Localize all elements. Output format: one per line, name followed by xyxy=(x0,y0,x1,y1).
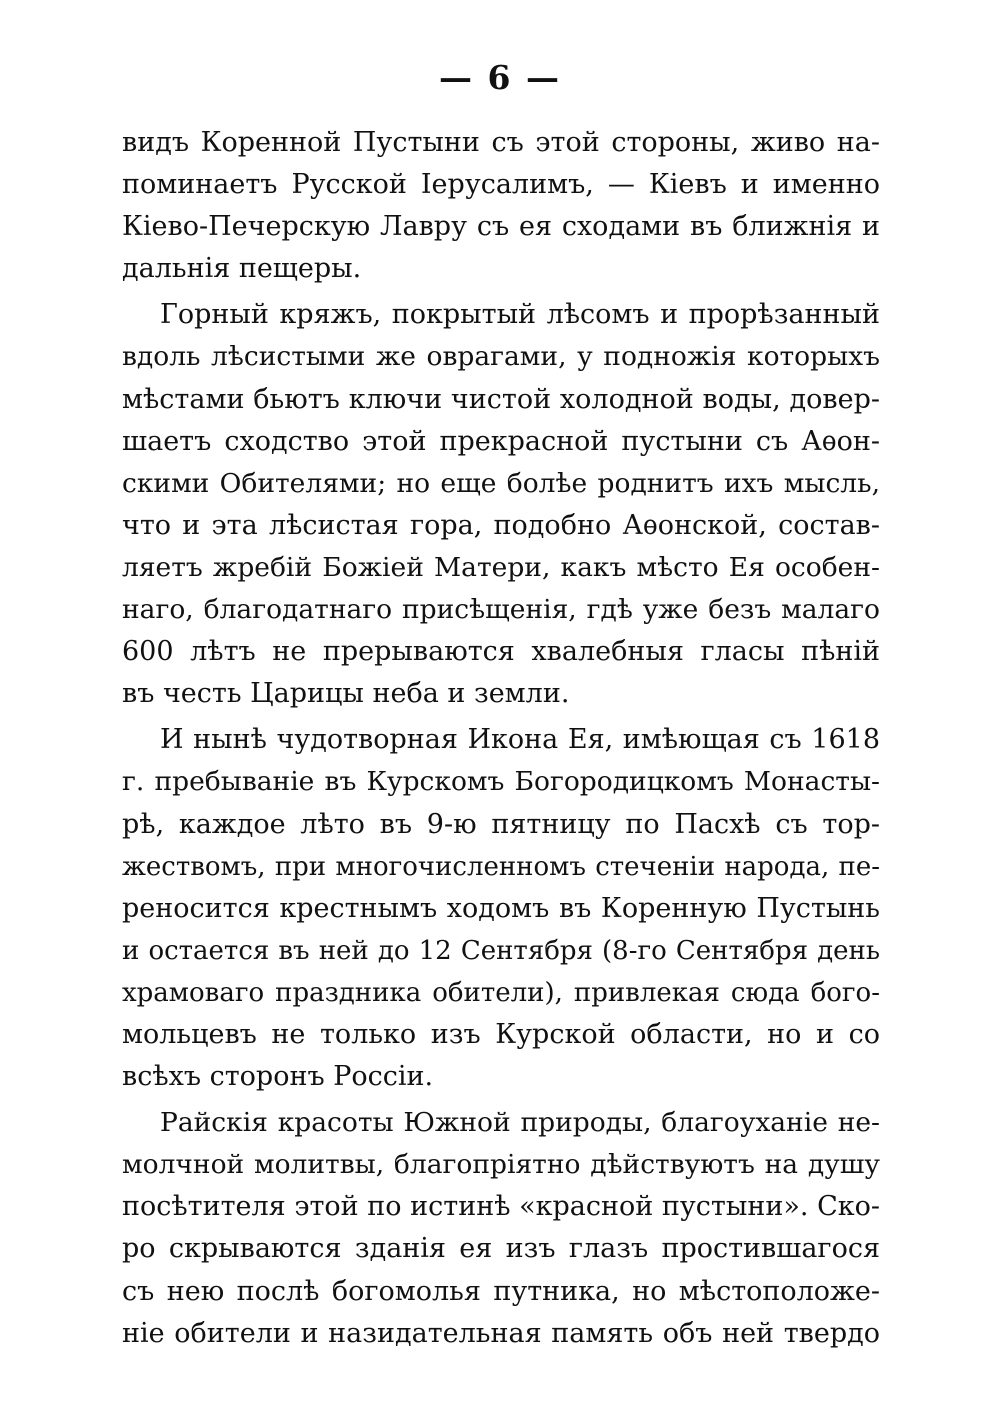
body-text xyxy=(122,122,880,1355)
text-line: вдоль лѣсистыми же оврагами, у подножія которыхъ xyxy=(122,341,880,373)
text-line: шаетъ сходство этой прекрасной пустыни съ Аѳон- xyxy=(122,425,880,457)
text-line: что и эта лѣсистая гора, подобно Аѳонской, состав- xyxy=(122,509,880,541)
text-line: поминаетъ Русской Іерусалимъ, — Кіевъ и именно xyxy=(122,169,880,201)
paragraph-2 xyxy=(122,294,880,715)
page-number: — 6 — xyxy=(439,58,561,97)
text-line: молчной молитвы, благопріятно дѣйствуютъ на душу xyxy=(122,1149,880,1181)
text-line: И нынѣ чудотворная Икона Ея, имѣющая съ 1618 xyxy=(160,724,880,756)
text-line: ніе обители и назидательная память объ ней твердо xyxy=(122,1317,880,1349)
text-line: 600 лѣтъ не прерываются хвалебныя гласы пѣній xyxy=(122,636,880,668)
text-line: Горный кряжъ, покрытый лѣсомъ и прорѣзанный xyxy=(160,299,880,331)
text-line: видъ Коренной Пустыни съ этой стороны, живо на- xyxy=(122,127,880,158)
paragraph-1 xyxy=(122,122,880,290)
text-line: посѣтителя этой по истинѣ «красной пустыни». Ско- xyxy=(122,1191,880,1223)
paragraph-4 xyxy=(122,1102,880,1355)
text-line: реносится крестнымъ ходомъ въ Коренную Пустынь xyxy=(122,892,880,924)
text-line: ляетъ жребій Божіей Матери, какъ мѣсто Ея особен- xyxy=(122,551,880,583)
text-line: дальнія пещеры. xyxy=(122,253,362,285)
text-line: жествомъ, при многочисленномъ стеченіи народа, пе- xyxy=(122,851,880,882)
text-line: всѣхъ сторонъ Россіи. xyxy=(122,1061,434,1093)
text-line: въ честь Царицы неба и земли. xyxy=(122,678,570,710)
text-line: скими Обителями; но еще болѣе роднитъ ихъ мысль, xyxy=(122,467,880,499)
text-line: мѣстами бьютъ ключи чистой холодной воды, довер- xyxy=(122,383,880,415)
text-line: храмоваго праздника обители), привлекая сюда бого- xyxy=(122,977,880,1008)
paragraph-3 xyxy=(122,719,880,1098)
text-line: ро скрываются зданія ея изъ глазъ простившагося xyxy=(122,1233,880,1265)
text-line: съ нею послѣ богомолья путника, но мѣстоположе- xyxy=(122,1275,880,1307)
text-line: рѣ, каждое лѣто въ 9-ю пятницу по Пасхѣ съ тор- xyxy=(122,808,880,840)
text-line: Кіево-Печерскую Лавру съ ея сходами въ ближнія и xyxy=(122,211,880,243)
text-line: и остается въ ней до 12 Сентября (8-го Сентября день xyxy=(122,935,880,966)
text-line: мольцевъ не только изъ Курской области, но и со xyxy=(122,1018,880,1050)
text-line: г. пребываніе въ Курскомъ Богородицкомъ Монасты- xyxy=(122,766,880,798)
text-line: наго, благодатнаго присѣщенія, гдѣ уже безъ малаго xyxy=(122,594,880,626)
text-line: Райскія красоты Южной природы, благоуханіе не- xyxy=(160,1107,880,1139)
